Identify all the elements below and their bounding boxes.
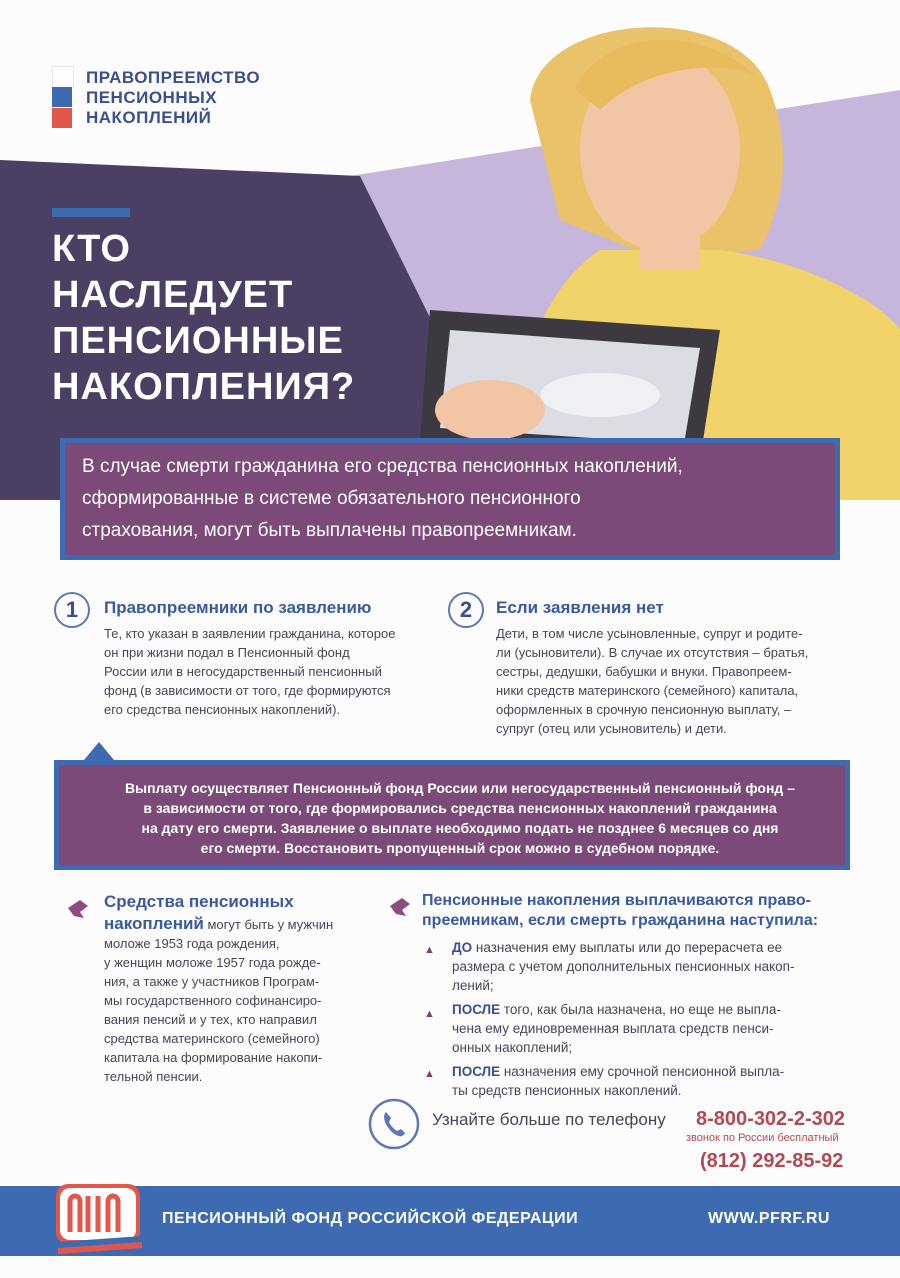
intro-line-1: В случае смерти гражданина его средства пенсионных накоплений, [82,456,683,477]
condition-line: размера с учетом дополнительных пенсионных накоп- [452,959,795,974]
condition-line: лений; [452,978,494,993]
flag-stripe-white [52,66,74,88]
condition-text: назначения ему выплаты или до перерасчета ее [472,940,783,955]
payment-line-4: его смерти. Восстановить пропущенный срок можно в судебном порядке. [200,840,720,856]
bullet-icon: ▲ [424,1008,435,1020]
brand-line-1: ПРАВОПРЕЕМСТВО [86,68,261,87]
footer-org-name: ПЕНСИОННЫЙ ФОНД РОССИЙСКОЙ ФЕДЕРАЦИИ [162,1210,579,1227]
eligibility-title-line2 [104,914,384,934]
section1-number-icon: 1 [54,592,90,628]
flag-stripe-blue [52,87,72,107]
payment-line-3: на дату его смерти. Заявление о выплате необходимо подать не позднее 6 месяцев со дня [141,820,779,836]
eligibility-line: ния, а также у участников Програм- [104,974,320,989]
condition-keyword: ДО [452,940,473,955]
phone-icon [368,1098,420,1150]
brand-line-3: НАКОПЛЕНИЙ [86,108,212,127]
eligibility-title-line1: Средства пенсионных [104,892,294,911]
eligibility-line: средства материнского (семейного) [104,1031,320,1046]
eligibility-line: тельной пенсии. [104,1069,203,1084]
condition-line: онных накоплений; [452,1040,573,1055]
brand-line-2: ПЕНСИОННЫХ [86,88,218,107]
pointer-icon [388,896,412,918]
condition-line [452,1000,852,1019]
section1-line: Те, кто указан в заявлении гражданина, которое [104,626,396,641]
contact-prompt: Узнайте больше по телефону [432,1110,666,1129]
conditions-title-line1: Пенсионные накопления выплачиваются право- [422,892,811,909]
pointer-icon [66,898,90,920]
phone-main[interactable]: 8-800-302-2-302 [696,1108,845,1130]
condition-item-3 [452,1062,852,1100]
footer-website-link[interactable]: WWW.PFRF.RU [708,1210,830,1227]
intro-line-2: сформированные в системе обязательного пенсионного [82,488,581,509]
section2-line: оформленных в срочную пенсионную выплату, – [496,702,792,717]
bullet-icon: ▲ [424,1068,435,1080]
conditions-title-line2: преемникам, если смерть гражданина наступила: [422,912,819,929]
flag-stripe-red [52,108,72,128]
phone-local[interactable]: (812) 292-85-92 [700,1150,844,1172]
hand [435,380,545,440]
section2-line: сестры, дедушки, бабушки и внуки. Правопреем- [496,664,792,679]
section2-number-icon: 2 [448,592,484,628]
pfr-logo [50,1162,146,1256]
section2-line: Дети, в том числе усыновленные, супруг и родите- [496,626,803,641]
condition-item-2 [452,1000,852,1057]
condition-keyword: ПОСЛЕ [452,1064,501,1079]
eligibility-title-rest: могут быть у мужчин [203,917,334,932]
section2-title: Если заявления нет [496,598,664,617]
condition-line [452,1062,852,1081]
eligibility-line: мы государственного софинансиро- [104,993,322,1008]
section1-body [104,624,444,719]
condition-line: чена ему единовременная выплата средств пенси- [452,1021,774,1036]
section1-line: его средства пенсионных накоплений). [104,702,341,717]
section2-line: супруг (отец или усыновитель) и дети. [496,721,727,736]
headline-line-1: КТО [52,228,131,270]
pfr-logo-text [66,1200,68,1201]
condition-line [452,938,852,957]
headline-accent-bar [52,208,130,217]
eligibility-line: у женщин моложе 1957 года рожде- [104,955,321,970]
section1-title: Правопреемники по заявлению [104,598,372,617]
condition-line: ты средств пенсионных накоплений. [452,1083,682,1098]
condition-text: того, как была назначена, но еще не выпла- [500,1002,781,1017]
eligibility-body [104,914,384,1086]
payment-line-2: в зависимости от того, где формировались средства пенсионных накоплений гражданина [143,800,777,816]
condition-keyword: ПОСЛЕ [452,1002,501,1017]
condition-text: назначения ему срочной пенсионной выпла- [500,1064,785,1079]
headline-line-4: НАКОПЛЕНИЯ? [52,366,356,408]
section1-line: фонд (в зависимости от того, где формируются [104,683,391,698]
phone-note: звонок по России бесплатный [686,1132,839,1144]
eligibility-title-bold: накоплений [104,914,204,933]
eligibility-line: моложе 1953 года рождения, [104,936,280,951]
intro-line-3: страхования, могут быть выплачены правопреемникам. [82,520,577,541]
bullet-icon: ▲ [424,944,435,956]
section1-line: России или в негосударственный пенсионный [104,664,382,679]
condition-item-1 [452,938,852,995]
section1-line: он при жизни подал в Пенсионный фонд [104,645,350,660]
eligibility-line: вания пенсий и у тех, кто направил [104,1012,317,1027]
headline-line-2: НАСЛЕДУЕТ [52,274,294,316]
section2-line: ники средств материнского (семейного) капитала, [496,683,799,698]
eligibility-line: капитала на формирование накопи- [104,1050,323,1065]
section2-body [496,624,856,738]
headline-line-3: ПЕНСИОННЫЕ [52,320,344,362]
section2-line: ли (усыновители). В случае их отсутствия – братья, [496,645,809,660]
payment-line-1: Выплату осуществляет Пенсионный фонд России или негосударственный пенсионный фонд – [125,780,795,796]
